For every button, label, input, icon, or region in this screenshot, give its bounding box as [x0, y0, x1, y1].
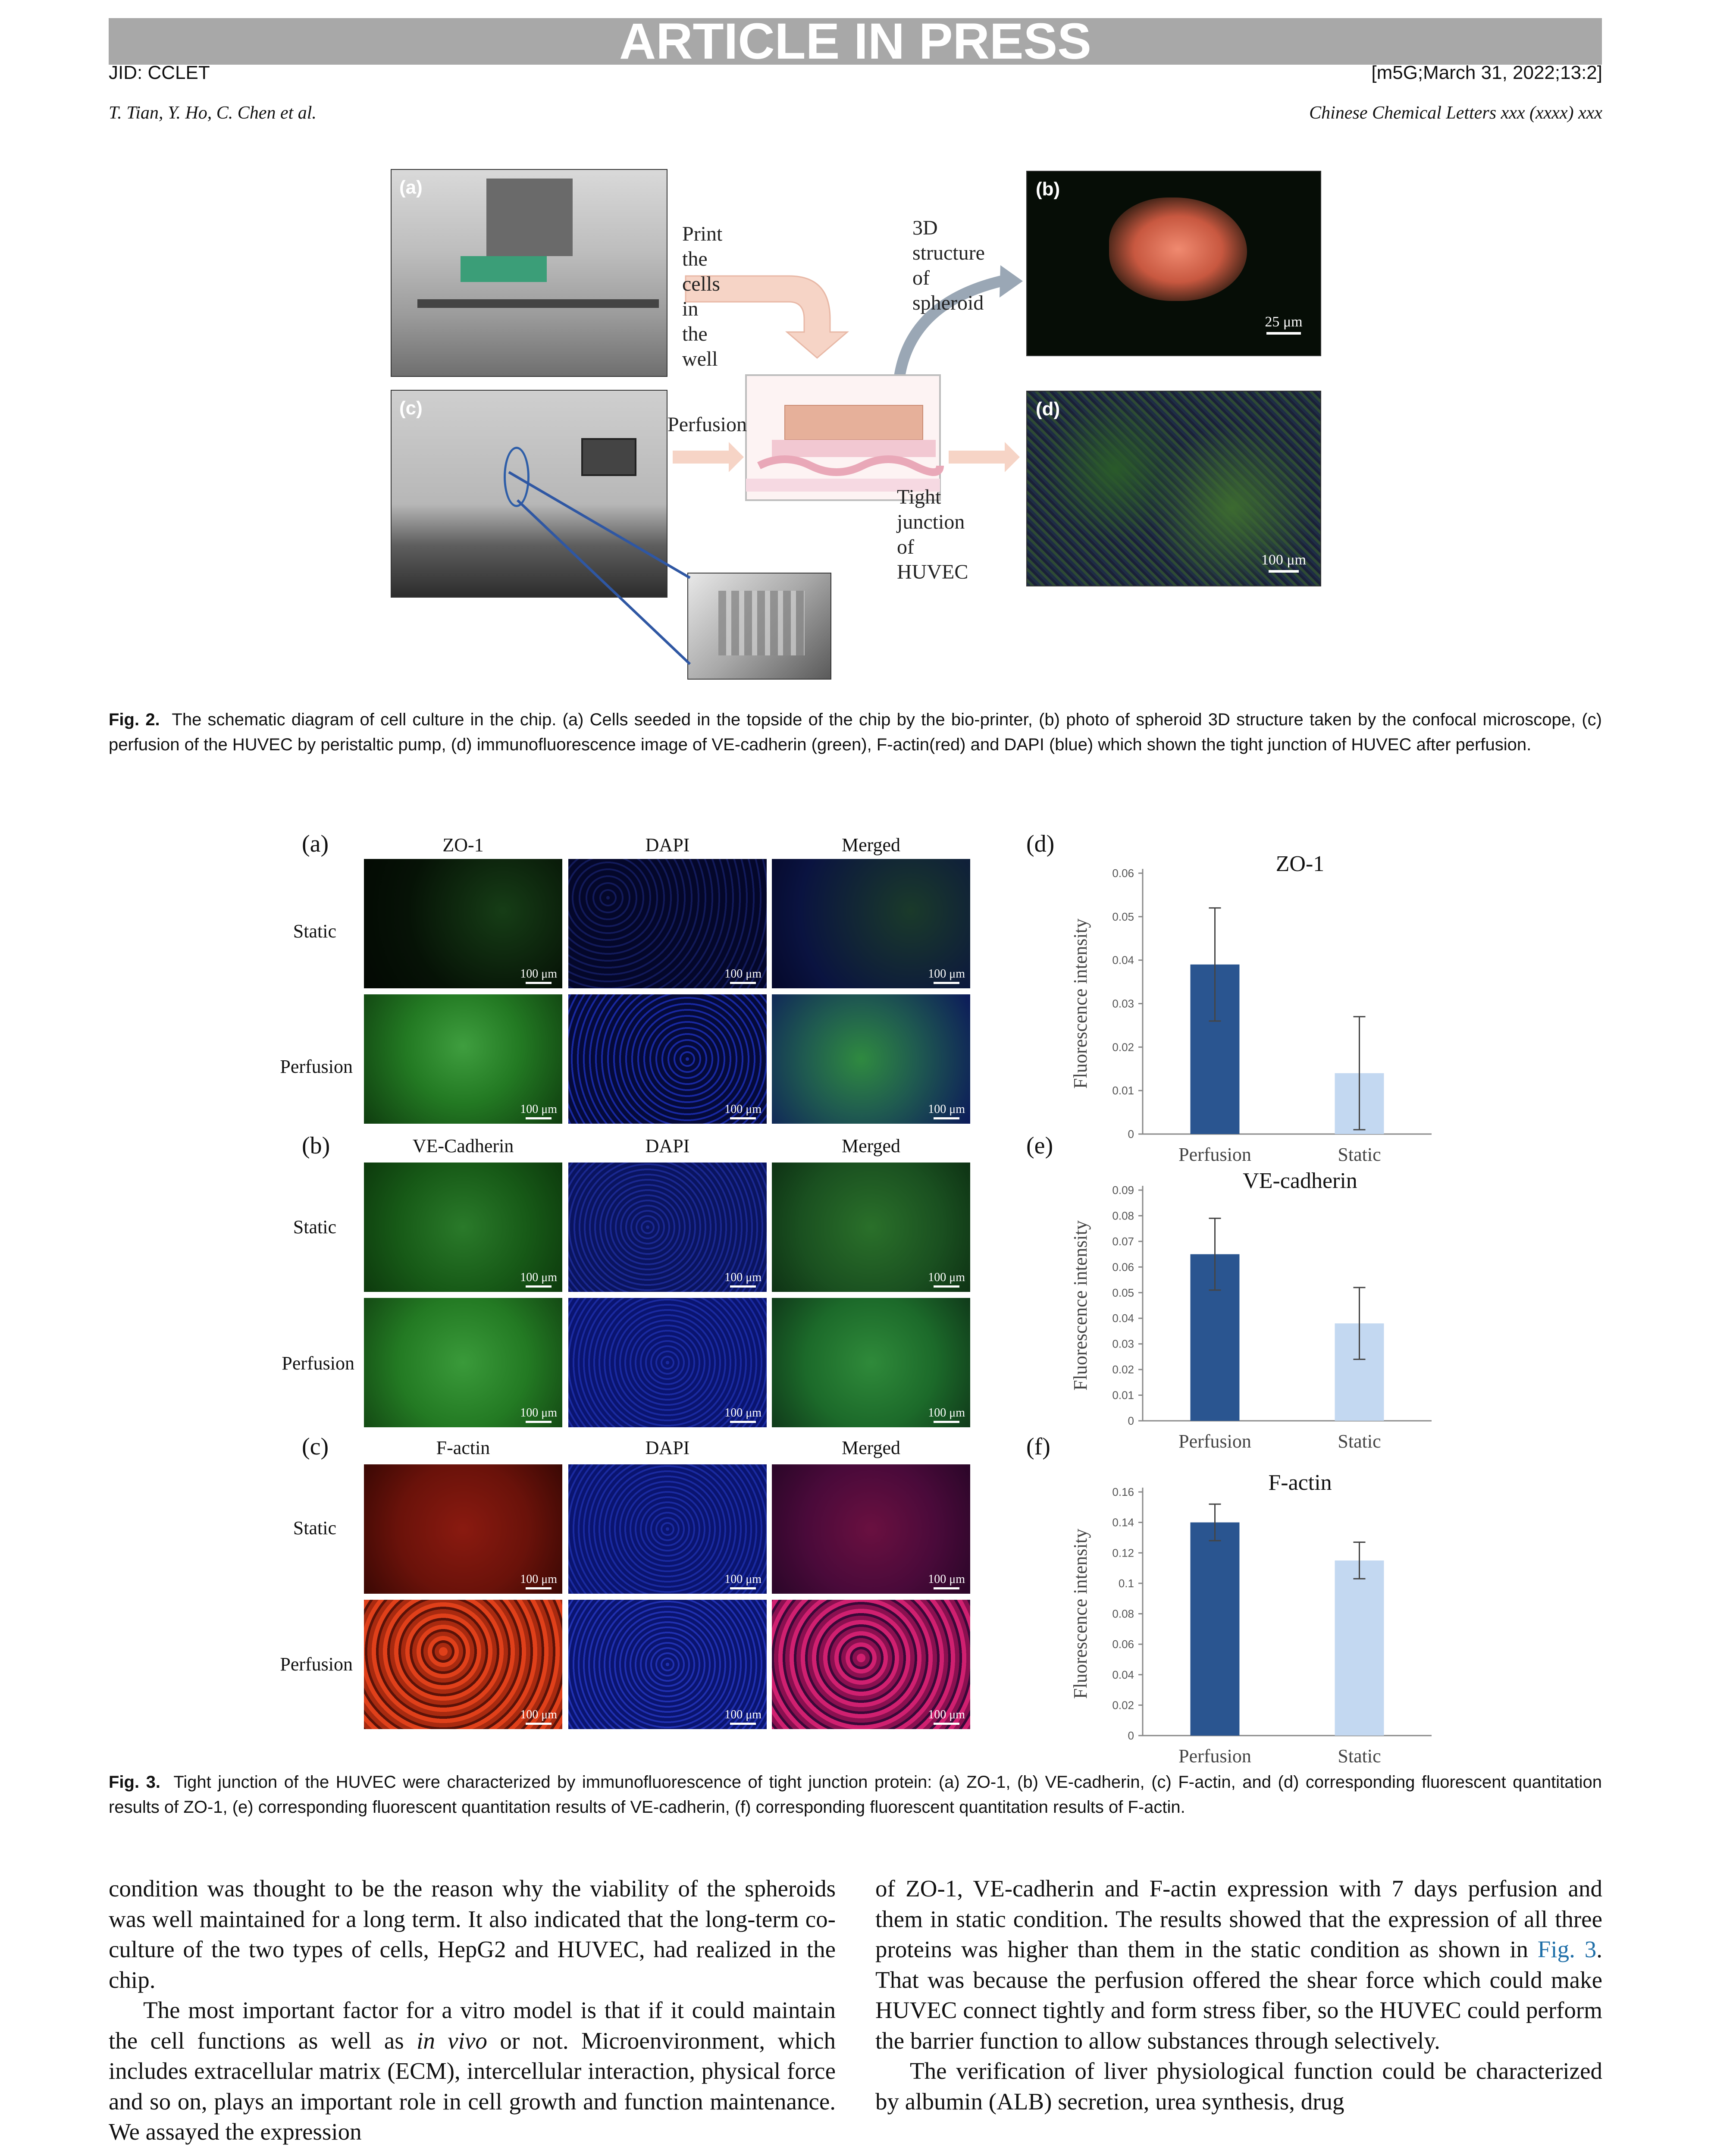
scale-label: 100 μm: [520, 1103, 557, 1116]
tight-junction-line1: Tight junction: [897, 486, 965, 533]
print-cells-annotation: [682, 222, 722, 372]
chart-title: VE-cadherin: [1243, 1169, 1357, 1193]
row-head-a-static: Static: [293, 921, 336, 942]
col-head-f-actin: F-actin: [436, 1437, 490, 1458]
col-head-merged-a: Merged: [841, 834, 901, 856]
row-head-a-perfusion: Perfusion: [280, 1056, 353, 1077]
body-left-paragraph-1: condition was thought to be the reason why the viability of the spheroids was well maintained for a long term. It also indicated that the long-term co-culture of the two types of cells, HepG2 and HUVEC, had realized in the chip.: [109, 1875, 836, 1993]
y-tick-label: 0.07: [1112, 1235, 1134, 1248]
col-head-dapi-c: DAPI: [645, 1437, 690, 1458]
y-tick-label: 0.03: [1112, 1337, 1134, 1351]
perfusion-annotation: Perfusion: [667, 413, 747, 436]
tile-merged-b-perfusion: [772, 1298, 970, 1427]
row-head-c-perfusion: Perfusion: [280, 1654, 353, 1675]
fig2-label-b: (b): [1036, 179, 1060, 200]
tile-dapi-a-perfusion: [568, 994, 767, 1124]
tile-zo1-static: [364, 859, 562, 988]
fig3-letter-c: (c): [302, 1433, 329, 1460]
y-tick-label: 0.02: [1112, 1040, 1134, 1054]
row-head-b-static: Static: [293, 1216, 336, 1238]
scale-label: 100 μm: [928, 1271, 965, 1284]
fig3-caption-text: Tight junction of the HUVEC were characterized by immunofluorescence of tight junction protein: (a) ZO-1, (b) VE-cadherin, (c) F-actin, and (d) corresponding fluorescent quantitation results of ZO-1, (e) corresponding fluorescent quantitation results of VE-cadherin, (f) corresponding fluorescent quantitation results of F-actin.: [109, 1773, 1602, 1817]
y-tick-label: 0.03: [1112, 997, 1134, 1010]
col-head-zo1: ZO-1: [442, 834, 484, 856]
perfusion-out-arrow: [949, 442, 1020, 472]
fig3-reference-link[interactable]: Fig. 3: [1537, 1936, 1597, 1962]
callout-line-1: [509, 472, 690, 578]
fig2-caption-text: The schematic diagram of cell culture in the chip. (a) Cells seeded in the topside of the chip by the bio-printer, (b) photo of spheroid 3D structure taken by the confocal microscope, (c) perfusion of the HUVEC by peristaltic pump, (d) immunofluorescence image of VE-cadherin (green), F-actin(red) and DAPI (blue) which shown the tight junction of HUVEC after perfusion.: [109, 710, 1602, 754]
scale-label: 100 μm: [520, 967, 557, 981]
category-label: Static: [1338, 1431, 1381, 1452]
chart-title: F-actin: [1268, 1470, 1332, 1495]
left-p2-b: or not. Microenvironment, which includes extracellular matrix (ECM), intercellular interaction, physical force and so on, plays an important role in cell growth and function maintenance. We assayed the expression: [109, 2027, 836, 2145]
y-axis-label: Fluorescence intensity: [1070, 1220, 1091, 1391]
chart-ve-cadherin: [1061, 1160, 1457, 1462]
y-tick-label: 0.1: [1118, 1576, 1134, 1590]
tile-ve-perfusion: [364, 1298, 562, 1427]
structure-annotation: [912, 216, 985, 316]
fig2-schematic: [0, 0, 1711, 690]
scale-label: 100 μm: [520, 1406, 557, 1420]
right-p1-b: . That was because the perfusion offered the shear force which could make HUVEC connect tightly and form stress fiber, so the HUVEC could perform the barrier function to allow substances through selectively.: [875, 1936, 1602, 2054]
y-tick-label: 0.06: [1112, 867, 1134, 880]
perfusion-in-arrow: [673, 442, 744, 472]
y-tick-label: 0.14: [1112, 1516, 1134, 1529]
scale-label: 100 μm: [724, 1406, 761, 1420]
scale-bar-d-text: 100 μm: [1261, 552, 1307, 568]
print-cells-line2: in the well: [682, 298, 718, 370]
tile-merged-c-perfusion: [772, 1600, 970, 1729]
right-p1-a: of ZO-1, VE-cadherin and F-actin expression with 7 days perfusion and them in static condition. The results showed that the expression of all three proteins was higher than them in the static condition as shown in: [875, 1875, 1602, 1962]
category-label: Perfusion: [1178, 1431, 1251, 1452]
tile-dapi-c-static: [568, 1464, 767, 1594]
body-right-paragraph-2: The verification of liver physiological function could be characterized by albumin (ALB) secretion, urea synthesis, drug: [875, 2058, 1602, 2115]
tile-factin-perfusion: [364, 1600, 562, 1729]
scale-label: 100 μm: [928, 1406, 965, 1420]
col-head-dapi-b: DAPI: [645, 1135, 690, 1156]
banner-text: ARTICLE IN PRESS: [619, 13, 1091, 70]
y-tick-label: 0.06: [1112, 1638, 1134, 1651]
body-right-paragraph-1: [875, 1874, 1602, 2056]
category-label: Static: [1338, 1745, 1381, 1767]
fig2-label-a: (a): [399, 177, 423, 198]
tile-dapi-c-perfusion: [568, 1600, 767, 1729]
category-label: Perfusion: [1178, 1745, 1251, 1767]
row-head-c-static: Static: [293, 1517, 336, 1539]
col-head-merged-c: Merged: [841, 1437, 901, 1458]
print-cells-line1: Print the cells: [682, 222, 723, 295]
tile-merged-a-static: [772, 859, 970, 988]
scale-label: 100 μm: [520, 1573, 557, 1586]
fig3-caption-label: Fig. 3.: [109, 1773, 160, 1792]
y-tick-label: 0: [1128, 1729, 1134, 1742]
structure-arrowhead: [1000, 265, 1023, 298]
tight-junction-line2: of HUVEC: [897, 536, 968, 583]
bar-perfusion: [1191, 1523, 1240, 1736]
fig2-caption-label: Fig. 2.: [109, 710, 160, 729]
well-insert-diagram: [746, 375, 940, 500]
y-tick-label: 0.02: [1112, 1363, 1134, 1376]
structure-line1: 3D structure: [912, 216, 985, 264]
y-tick-label: 0.04: [1112, 1668, 1134, 1681]
category-label: Perfusion: [1178, 1144, 1251, 1165]
chart-f-actin: [1061, 1462, 1457, 1777]
col-head-ve-cadherin: VE-Cadherin: [412, 1135, 514, 1156]
scale-label: 100 μm: [724, 1573, 761, 1586]
scale-bar-b-text: 25 μm: [1265, 314, 1303, 330]
y-tick-label: 0.04: [1112, 953, 1134, 967]
tile-dapi-b-static: [568, 1163, 767, 1292]
scale-label: 100 μm: [928, 1573, 965, 1586]
y-tick-label: 0.16: [1112, 1485, 1134, 1498]
y-axis-label: Fluorescence intensity: [1070, 918, 1091, 1089]
structure-line2: of spheroid: [912, 266, 984, 314]
journal-id: JID: CCLET: [109, 62, 210, 83]
tile-merged-c-static: [772, 1464, 970, 1594]
bar-static: [1335, 1561, 1384, 1736]
row-head-b-perfusion: Perfusion: [282, 1353, 354, 1374]
body-left-column: [109, 1874, 836, 2147]
tile-ve-static: [364, 1163, 562, 1292]
y-axis-label: Fluorescence intensity: [1070, 1529, 1091, 1699]
scale-label: 100 μm: [928, 1103, 965, 1116]
col-head-dapi-a: DAPI: [645, 834, 690, 856]
scale-label: 100 μm: [520, 1708, 557, 1721]
tile-dapi-a-static: [568, 859, 767, 988]
y-tick-label: 0.09: [1112, 1184, 1134, 1197]
tile-merged-b-static: [772, 1163, 970, 1292]
scale-label: 100 μm: [928, 967, 965, 981]
scale-label: 100 μm: [928, 1708, 965, 1721]
category-label: Static: [1338, 1144, 1381, 1165]
chart-title: ZO-1: [1275, 852, 1325, 876]
build-stamp: [m5G;March 31, 2022;13:2]: [1371, 62, 1602, 83]
fig3-letter-b: (b): [302, 1132, 330, 1159]
scale-label: 100 μm: [724, 1271, 761, 1284]
running-journal: Chinese Chemical Letters xxx (xxxx) xxx: [1309, 103, 1602, 123]
callout-line-2: [517, 500, 690, 664]
fig3-caption: [109, 1770, 1602, 1820]
fig2-label-c: (c): [399, 398, 423, 419]
chart-zo1: [1061, 843, 1457, 1175]
y-tick-label: 0.05: [1112, 910, 1134, 923]
tile-factin-static: [364, 1464, 562, 1594]
scale-label: 100 μm: [724, 1708, 761, 1721]
y-tick-label: 0.02: [1112, 1698, 1134, 1712]
scale-label: 100 μm: [724, 1103, 761, 1116]
running-authors: T. Tian, Y. Ho, C. Chen et al.: [109, 103, 317, 123]
left-p2-italic: in vivo: [417, 2027, 487, 2054]
fig2-label-d: (d): [1036, 398, 1060, 420]
fig3-letter-a: (a): [302, 830, 329, 857]
tile-zo1-perfusion: [364, 994, 562, 1124]
y-tick-label: 0.08: [1112, 1607, 1134, 1620]
y-tick-label: 0.05: [1112, 1286, 1134, 1299]
y-tick-label: 0.04: [1112, 1312, 1134, 1325]
tight-junction-annotation: [897, 485, 968, 585]
fig3-letter-e: (e): [1026, 1132, 1053, 1159]
y-tick-label: 0.01: [1112, 1084, 1134, 1097]
body-right-column: [875, 1874, 1602, 2117]
col-head-merged-b: Merged: [841, 1135, 901, 1156]
left-p2-a: The most important factor for a vitro model is that if it could maintain the cell functions as well as: [109, 1997, 836, 2054]
fig2-caption: [109, 707, 1602, 757]
fig3-letter-d: (d): [1026, 830, 1055, 857]
fig3-letter-f: (f): [1026, 1433, 1050, 1460]
scale-label: 100 μm: [724, 967, 761, 981]
y-tick-label: 0.12: [1112, 1546, 1134, 1560]
y-tick-label: 0.01: [1112, 1388, 1134, 1402]
tile-merged-a-perfusion: [772, 994, 970, 1124]
y-tick-label: 0.06: [1112, 1260, 1134, 1274]
body-left-paragraph-2: [109, 1995, 836, 2147]
tile-dapi-b-perfusion: [568, 1298, 767, 1427]
y-tick-label: 0: [1128, 1128, 1134, 1141]
y-tick-label: 0.08: [1112, 1209, 1134, 1222]
y-tick-label: 0: [1128, 1414, 1134, 1427]
scale-label: 100 μm: [520, 1271, 557, 1284]
